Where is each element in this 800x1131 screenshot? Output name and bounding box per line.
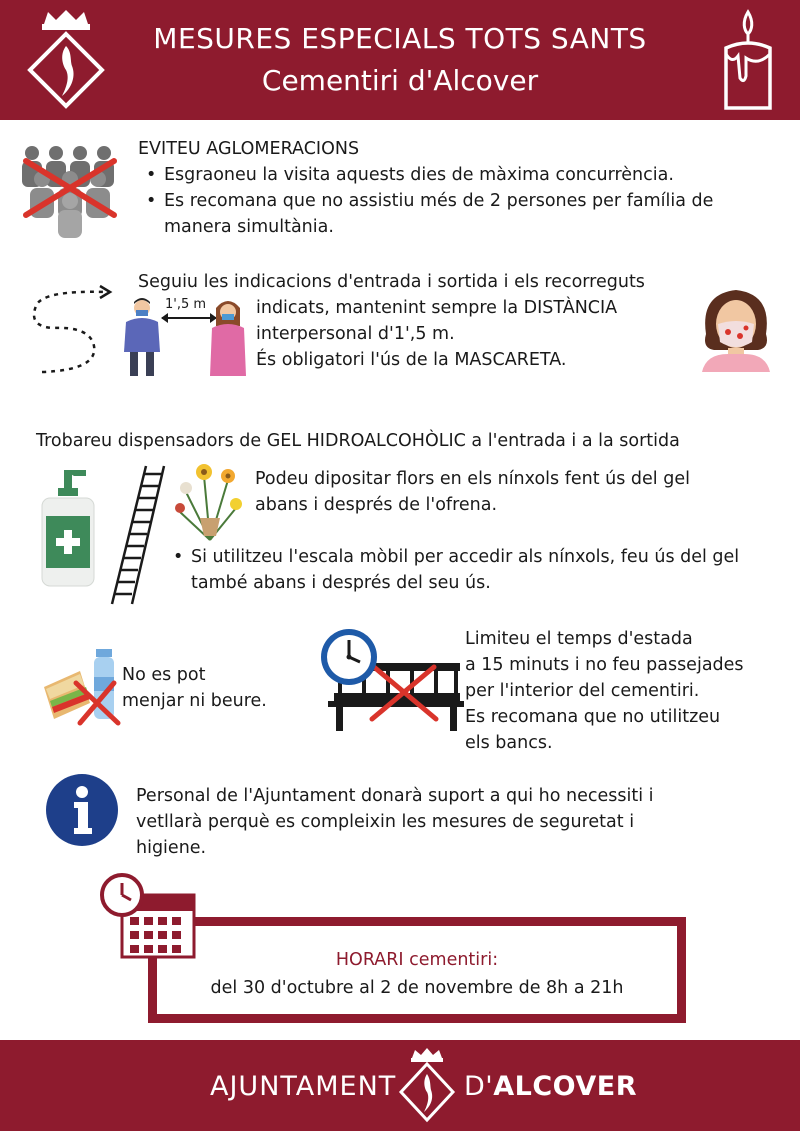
- time-line-5: els bancs.: [465, 733, 553, 753]
- ladder-section-text: [165, 544, 785, 596]
- crowds-bullet-1: • Esgraoneu la visita aquests dies de màxima concurrència.: [138, 162, 778, 188]
- time-line-2: a 15 minuts i no feu passejades: [465, 655, 744, 675]
- gel-heading: Trobareu dispensadors de GEL HIDROALCOHÒLIC a l'entrada i a la sortida: [36, 431, 680, 451]
- crowd-forbidden-icon: [14, 143, 126, 239]
- crowds-bullet-list: [138, 162, 778, 240]
- header-banner: [0, 0, 800, 120]
- food-line-1: No es pot: [122, 665, 206, 685]
- crowds-bullet-2: • Es recomana que no assistiu més de 2 persones per família de manera simultània.: [138, 188, 778, 240]
- ladder-bullet: • Si utilitzeu l'escala mòbil per accedir als nínxols, feu ús del gel també abans i després del seu ús.: [165, 544, 785, 596]
- header-title: MESURES ESPECIALS TOTS SANTS: [153, 22, 647, 55]
- time-line-4: Es recomana que no utilitzeu: [465, 707, 721, 727]
- schedule-title: HORARI cementiri:: [335, 950, 499, 970]
- schedule-box: [148, 917, 686, 1023]
- no-food-drink-icon: [40, 643, 122, 729]
- time-line-3: per l'interior del cementiri.: [465, 681, 700, 701]
- food-line-2: menjar ni beure.: [122, 691, 267, 711]
- dotted-path-icon: [28, 282, 114, 378]
- municipal-crest-icon: [22, 10, 110, 110]
- crowds-section-text: [138, 136, 778, 240]
- crowds-title: EVITEU AGLOMERACIONS: [138, 139, 360, 159]
- distance-line-3: interpersonal d'1',5 m.: [256, 324, 455, 344]
- schedule-dates: del 30 d'octubre al 2 de novembre de 8h a 21h: [210, 978, 624, 998]
- distance-label: 1',5 m: [165, 297, 207, 312]
- flowers-icon: [170, 456, 250, 542]
- info-icon: [46, 774, 118, 846]
- ladder-icon: [108, 464, 166, 606]
- distance-line-1: Seguiu les indicacions d'entrada i sortida i els recorreguts: [138, 272, 645, 292]
- distance-line-2: indicats, mantenint sempre la DISTÀNCIA: [256, 298, 618, 318]
- flowers-line-2: abans i després de l'ofrena.: [255, 495, 498, 515]
- info-line-3: higiene.: [136, 838, 207, 858]
- time-line-1: Limiteu el temps d'estada: [465, 629, 693, 649]
- candle-icon: [718, 8, 778, 112]
- woman-mask-icon: [696, 284, 776, 372]
- footer-alcover: [464, 1071, 637, 1102]
- ladder-bullet-list: [165, 544, 785, 596]
- clock-icon: [318, 626, 380, 688]
- calendar-clock-icon: [100, 873, 196, 959]
- footer-alcover-name: ALCOVER: [493, 1071, 637, 1102]
- info-line-1: Personal de l'Ajuntament donarà suport a qui ho necessiti i: [136, 786, 654, 806]
- footer-alcover-prefix: D': [464, 1071, 494, 1102]
- distance-line-4: És obligatori l'ús de la MASCARETA.: [256, 350, 567, 370]
- flowers-line-1: Podeu dipositar flors en els nínxols fent ús del gel: [255, 469, 690, 489]
- header-subtitle: Cementiri d'Alcover: [261, 64, 539, 97]
- footer-ajuntament: AJUNTAMENT: [210, 1071, 397, 1102]
- municipal-crest-icon: [396, 1048, 458, 1124]
- gel-dispenser-icon: [38, 462, 102, 590]
- info-line-2: vetllarà perquè es compleixin les mesures de seguretat i: [136, 812, 635, 832]
